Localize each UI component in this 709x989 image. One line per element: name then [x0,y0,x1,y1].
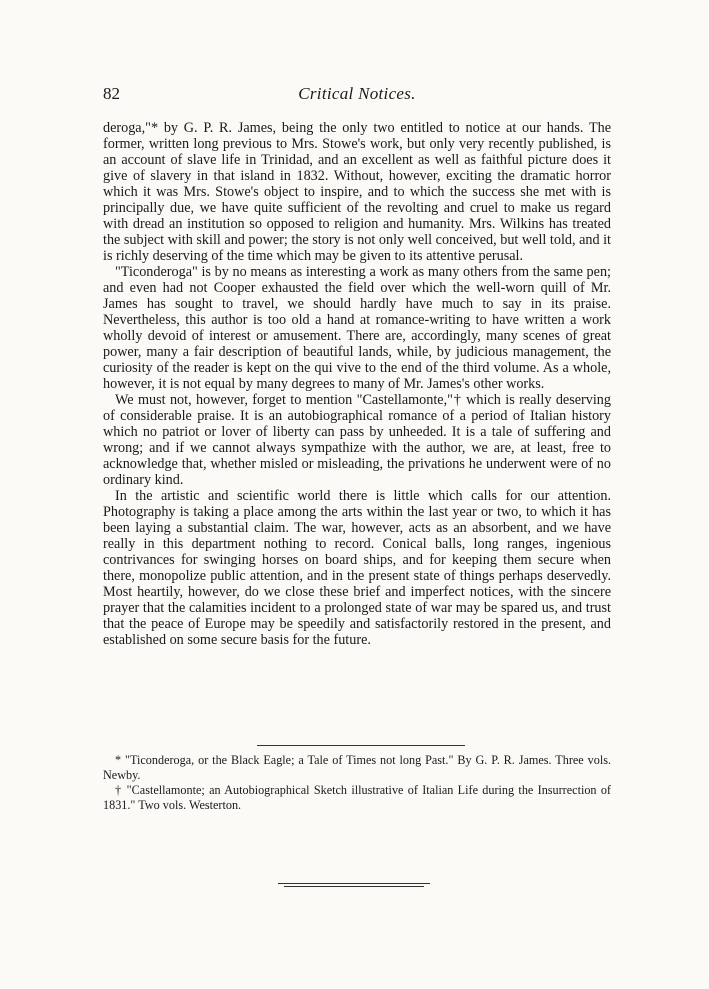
footnote: * "Ticonderoga, or the Black Eagle; a Tale of Times not long Past." By G. P. R. James. Three vols. Newby. [103,753,611,782]
page-number: 82 [103,84,120,103]
end-ornament-rule [284,886,424,887]
paragraph: "Ticonderoga" is by no means as interesting a work as many others from the same pen; and even had not Cooper exhausted the field over which the well-worn quill of Mr. James has sought to travel, we should hardly have much to say in its praise. Nevertheless, this author is too old a hand at romance-writing to have written a work wholly devoid of interest or amusement. There are, accordingly, many scenes of great power, many a fair description of beautiful lands, while, by judicious management, the curiosity of the reader is kept on the qui vive to the end of the third volume. As a whole, however, it is not equal by many degrees to many of Mr. James's other works. [103,264,611,392]
footnotes [103,753,611,813]
paragraph: In the artistic and scientific world there is little which calls for our attention. Photography is taking a place among the arts within the last year or two, to which it has been laying a substantial claim. The war, however, acts as an absorbent, and we have really in this department nothing to record. Conical balls, long ranges, ingenious contrivances for swinging horses on board ships, and for keeping them secure when there, monopolize public attention, and in the present state of things perhaps deservedly. Most heartily, however, do we close these brief and imperfect notices, with the sincere prayer that the calamities incident to a prolonged state of war may be spared us, and trust that the peace of Europe may be speedily and satisfactorily restored in the present, and established on some secure basis for the future. [103,488,611,648]
footnote-separator [257,745,465,746]
end-ornament-rule [278,883,430,884]
paragraph: We must not, however, forget to mention "Castellamonte,"† which is really deserving of considerable praise. It is an autobiographical romance of a period of Italian history which no patriot or lover of liberty can pass by unheeded. It is a tale of suffering and wrong; and if we cannot always sympathize with the author, we are, at least, free to acknowledge that, whether misled or misleading, the privations he underwent were of no ordinary kind. [103,392,611,488]
running-title: Critical Notices. [298,84,416,103]
body-text [103,120,611,648]
paragraph: deroga,"* by G. P. R. James, being the only two entitled to notice at our hands. The former, written long previous to Mrs. Stowe's work, but only very recently published, is an account of slave life in Trinidad, and an excellent as well as faithful picture does it give of slavery in that island in 1832. Without, however, exciting the dramatic horror which it was Mrs. Stowe's object to inspire, and to which the success she met with is principally due, we have quite sufficient of the revolting and cruel to make us regard with dread an institution so opposed to religion and humanity. Mrs. Wilkins has treated the subject with skill and power; the story is not only well conceived, but well told, and it is richly deserving of the time which may be given to its attentive perusal. [103,120,611,264]
page-header [103,84,611,108]
footnote: † "Castellamonte; an Autobiographical Sketch illustrative of Italian Life during the Insurrection of 1831." Two vols. Westerton. [103,783,611,812]
